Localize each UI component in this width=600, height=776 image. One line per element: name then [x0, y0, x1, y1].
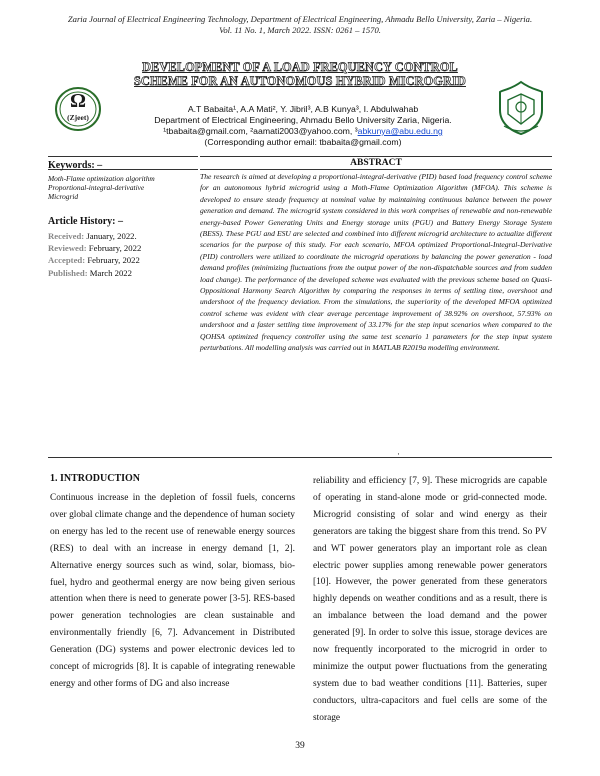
- stray-mark: ·: [397, 449, 400, 459]
- journal-line-1: Zaria Journal of Electrical Engineering Technology, Department of Electrical Engineering, Ahmadu Bello University, Zaria – Nigeria.: [67, 14, 533, 24]
- article-history-heading: Article History: –: [48, 215, 123, 227]
- body-column-right: reliability and efficiency [7, 9]. These microgrids are capable of operating in stand-alone mode or grid-connected mode. Microgrid consisting of solar and wind energy as their generators are taking the biggest share from this trend. So PV and WT power generators play an important role as clean electric power supplies among renewable power generators [10]. However, the power generated from these generators highly depends on weather conditions and as a result, there is an imbalance between the load demand and the power generated [9]. In order to solve this issue, storage devices are now frequently incorporated to the microgrid in order to minimize the output power fluctuations from the generating system due to bad weather conditions [11]. Batteries, super conductors, ultra-capacitors and fuel cells are some of the storage: [313, 476, 547, 723]
- author-department: Department of Electrical Engineering, Ahmadu Bello University Zaria, Nigeria.: [154, 115, 452, 125]
- history-entry: Reviewed: February, 2022: [48, 242, 142, 253]
- emails-text: ¹tbabaita@gmail.com, ²aamati2003@yahoo.com, ³: [163, 126, 358, 136]
- paper-title: [100, 60, 500, 88]
- abstract-heading: ABSTRACT: [350, 158, 402, 168]
- divider: [200, 156, 552, 157]
- page-number: 39: [295, 741, 305, 751]
- divider: [48, 156, 198, 157]
- email-link[interactable]: abkunya@abu.edu.ng: [357, 126, 443, 136]
- journal-line-2: Vol. 11 No. 1, March 2022. ISSN: 0261 – 1570.: [219, 25, 381, 35]
- crest-icon: [496, 80, 546, 136]
- article-sidebar: [48, 160, 198, 279]
- keywords-heading: Keywords: –: [48, 160, 103, 171]
- keyword-item: Moth-Flame optimization algorithm: [48, 174, 155, 183]
- section-heading-introduction: 1. INTRODUCTION: [50, 473, 141, 484]
- title-line-1: DEVELOPMENT OF A LOAD FREQUENCY CONTROL: [142, 60, 458, 74]
- divider: [48, 457, 552, 458]
- author-names: A.T Babaita¹, A.A Mati², Y. Jibril³, A.B Kunya³, I. Abdulwahab: [187, 104, 419, 114]
- journal-logo: [54, 86, 102, 132]
- keyword-item: Microgrid: [48, 192, 79, 202]
- author-emails: [108, 126, 498, 137]
- article-history-list: [48, 230, 198, 279]
- keyword-item: Proportional-integral-derivative: [48, 183, 145, 193]
- abstract-text: The research is aimed at developing a proportional-integral-derivative (PID) based load frequency control scheme for an autonomous hybrid microgrid using a Moth-Flame Optimization Algorithm (MFOA). This scheme is developed to ensure steady frequency at nominal value by maintaining continuous balance between the power generation and demand. The microgrid system considered in this work comprises of renewable and non-renewable energy-based Power Generating Units and Energy storage units (PGU) and Battery Energy Storage System (BESS). These PGU and ESU are selected and combined into different microgrid architecture to actualize different scenarios for the purpose of this study. For each scenario, MFOA optimized Proportional-Integral-Derivative (PID) controllers were utilized to coordinate the microgrid operations by balancing the power generation - load demand profiles (minimizing fluctuations from the output power of the non-dispatchable sources and from sudden load change). The performance of the developed scheme was evaluated with the previous scheme based on Quasi-Oppositional Harmony Search Algorithm by comparing the responses in terms of settling time, overshoot and undershoot of the frequency deviation. From the simulations, the superiority of the developed MFOA optimized control scheme was evident with clear average percentage improvement of 38.92% on overshoot, 57.93% on undershoot and a faster settling time improvement of 33.17% for the step input scenarios when compared to the QOHSA optimized frequency controller using the same test scenario 1 parameters for the step input system perturbations. All modelling analysis was carried out in MATLAB R2019a modelling environment.: [200, 172, 552, 353]
- history-entry: Received: January, 2022.: [48, 230, 137, 241]
- journal-header: [40, 14, 560, 36]
- corresponding-author: (Corresponding author email: tbabaita@gmail.com): [204, 137, 402, 147]
- author-block: [108, 104, 498, 148]
- omega-symbol: Ω: [69, 90, 86, 112]
- keywords-list: [48, 174, 198, 202]
- body-column-left: Continuous increase in the depletion of fossil fuels, concerns over global climate change and the dependence of human society on energy has led to the recent use of renewable energy sources (RES) to deal with an increase in energy demand [1, 2]. Alternative energy sources such as wind, solar, biomass, bio-fuel, hydro and geothermal energy are now being given serious attention when there is need to generate power [3-5]. RES-based power generation technologies are clean sustainable and environmentally friendly [6, 7]. Advancement in Distributed Generation (DG) systems and power electronic devices led to concept of microgrids [8]. It is capable of integrating renewable energy and other forms of DG and also increase: [50, 493, 295, 689]
- university-crest: [496, 80, 546, 136]
- history-entry: Published: March 2022: [48, 267, 132, 278]
- title-line-2: SCHEME FOR AN AUTONOMOUS HYBRID MICROGRID: [134, 74, 466, 88]
- logo-label: (Zjeet): [67, 113, 89, 122]
- history-entry: Accepted: February, 2022: [48, 255, 140, 266]
- divider: [200, 169, 552, 170]
